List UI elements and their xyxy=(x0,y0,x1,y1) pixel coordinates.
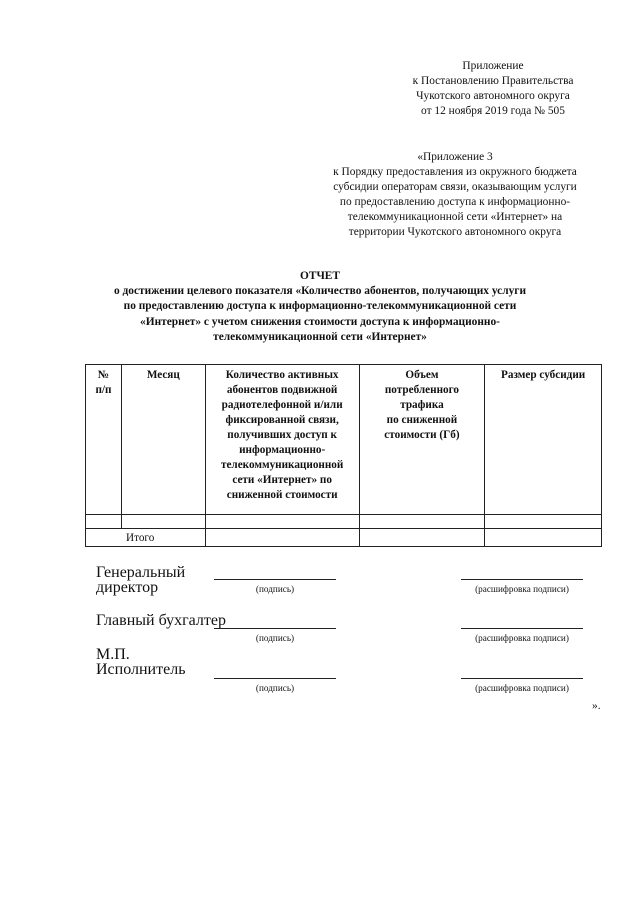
header-line: абонентов подвижной xyxy=(226,384,338,396)
executor-decode-line xyxy=(461,678,583,679)
accountant-decode-hint: (расшифровка подписи) xyxy=(475,633,569,643)
order-line: телекоммуникационной сети «Интернет» на xyxy=(347,211,563,223)
label-line: Генеральный xyxy=(96,564,186,581)
header-line: информационно- xyxy=(239,444,326,456)
order-line: субсидии операторам связи, оказывающим услуги xyxy=(333,181,577,193)
header-line: Количество активных xyxy=(225,369,339,381)
report-title: ОТЧЕТ xyxy=(299,270,340,282)
order-reference-block xyxy=(300,150,610,240)
table-total-row xyxy=(86,529,602,547)
header-line: № xyxy=(97,369,110,381)
header-line: трафика xyxy=(400,399,444,411)
director-signature-line xyxy=(214,579,336,580)
director-signature-hint: (подпись) xyxy=(255,584,295,594)
header-line: потребленного xyxy=(384,384,460,396)
table-cell xyxy=(205,515,359,529)
report-subtitle-line: о достижении целевого показателя «Количество абонентов, получающих услуги xyxy=(113,285,527,298)
director-decode-hint: (расшифровка подписи) xyxy=(475,584,569,594)
order-line: территории Чукотского автономного округа xyxy=(348,226,562,238)
accountant-decode-line xyxy=(461,628,583,629)
executor-signature-line xyxy=(214,678,336,679)
header-line: по сниженной xyxy=(386,414,458,426)
table-cell xyxy=(485,529,602,547)
appendix-line: Приложение xyxy=(462,60,524,72)
column-header-traffic xyxy=(359,365,485,515)
director-decode-line xyxy=(461,579,583,580)
header-line: фиксированной связи, xyxy=(225,414,339,426)
table-cell xyxy=(485,515,602,529)
stamp-label: М.П. xyxy=(96,646,130,663)
order-line: «Приложение 3 xyxy=(417,151,493,163)
table-cell xyxy=(359,515,485,529)
accountant-signature-line xyxy=(214,628,336,629)
table-cell xyxy=(121,515,205,529)
table-cell xyxy=(359,529,485,547)
header-line: сниженной стоимости xyxy=(226,489,338,501)
appendix-line: Чукотского автономного округа xyxy=(416,90,570,102)
closing-quote: ». xyxy=(592,700,601,712)
executor-label: Исполнитель xyxy=(96,661,186,678)
order-line: по предоставлению доступа к информационно- xyxy=(339,196,571,208)
appendix-line: от 12 ноября 2019 года № 505 xyxy=(421,105,565,117)
label-line: директор xyxy=(96,578,159,596)
appendix-line: к Постановлению Правительства xyxy=(412,75,574,87)
appendix-block xyxy=(383,59,603,119)
total-label: Итого xyxy=(86,529,206,547)
accountant-signature-hint: (подпись) xyxy=(255,633,295,643)
header-line: сети «Интернет» по xyxy=(232,474,332,486)
report-table xyxy=(85,364,602,547)
table-cell xyxy=(86,515,122,529)
column-header-subsidy: Размер субсидии xyxy=(485,365,602,515)
report-subtitle-line: по предоставлению доступа к информационно-телекоммуникационной сети xyxy=(123,300,517,313)
order-line: к Порядку предоставления из окружного бюджета xyxy=(333,166,577,178)
header-line: Объем xyxy=(405,369,439,381)
table-cell xyxy=(205,529,359,547)
director-label xyxy=(96,566,185,595)
header-line: получивших доступ к xyxy=(227,429,337,441)
table-row xyxy=(86,515,602,529)
column-header-month: Месяц xyxy=(121,365,205,515)
column-header-subscribers xyxy=(205,365,359,515)
header-line: радиотелефонной и/или xyxy=(221,399,343,411)
header-line: стоимости (Гб) xyxy=(384,429,460,441)
executor-decode-hint: (расшифровка подписи) xyxy=(475,683,569,693)
executor-signature-hint: (подпись) xyxy=(255,683,295,693)
header-line: телекоммуникационной xyxy=(220,459,344,471)
report-heading xyxy=(70,269,570,345)
header-line: п/п xyxy=(95,384,112,396)
column-header-number xyxy=(86,365,122,515)
table-header-row xyxy=(86,365,602,515)
accountant-label: Главный бухгалтер xyxy=(96,612,226,629)
report-subtitle-line: «Интернет» с учетом снижения стоимости доступа к информационно- xyxy=(140,315,500,328)
report-subtitle-line: телекоммуникационной сети «Интернет» xyxy=(213,330,427,343)
